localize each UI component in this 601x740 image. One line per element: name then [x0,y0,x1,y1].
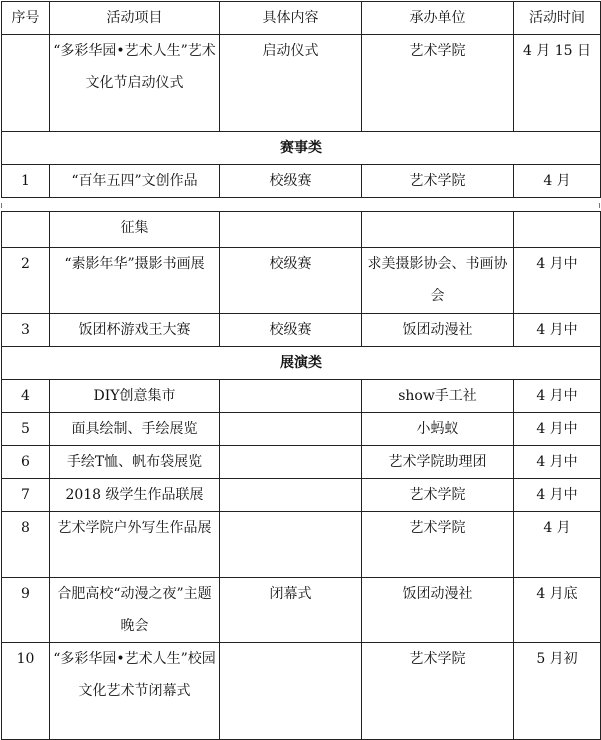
cell-content [220,380,362,413]
schedule-table-part-1 [1,1,601,198]
header-content: 具体内容 [220,2,362,35]
cell-time: 4 月 [514,512,601,578]
cell-project: “素影年华”摄影书画展 [50,248,220,314]
cell-project: 征集 [50,212,220,248]
cell-project: “多彩华园•艺术人生”艺术文化节启动仪式 [50,35,220,132]
cell-number: 8 [2,512,50,578]
cell-number [2,35,50,132]
header-organizer: 承办单位 [362,2,514,35]
cell-content: 启动仪式 [220,35,362,132]
cell-number: 1 [2,165,50,198]
cell-project: 艺术学院户外写生作品展 [50,512,220,578]
cell-time: 4 月中 [514,380,601,413]
cell-time: 4 月中 [514,314,601,347]
cell-content [220,446,362,479]
header-project: 活动项目 [50,2,220,35]
cell-content: 闭幕式 [220,578,362,643]
cell-project: “多彩华园•艺术人生”校园文化艺术节闭幕式 [50,643,220,740]
cell-organizer: 艺术学院 [362,512,514,578]
cell-project: 饭团杯游戏王大赛 [50,314,220,347]
section-header-row [2,132,601,165]
cell-time: 4 月中 [514,413,601,446]
cell-time: 4 月中 [514,446,601,479]
table-row [2,248,601,314]
cell-number: 5 [2,413,50,446]
table-row-continued [2,212,601,248]
cell-organizer: 艺术学院助理团 [362,446,514,479]
header-time: 活动时间 [514,2,601,35]
cell-content [220,643,362,740]
cell-time: 4 月中 [514,479,601,512]
cell-content: 校级赛 [220,314,362,347]
table-row [2,413,601,446]
cell-number: 7 [2,479,50,512]
cell-number: 3 [2,314,50,347]
cell-time: 5 月初 [514,643,601,740]
section-title: 赛事类 [2,132,601,165]
header-number: 序号 [2,2,50,35]
page-break-mark [599,203,600,208]
table-row [2,380,601,413]
table-row [2,578,601,643]
table-row [2,512,601,578]
cell-time: 4 月 [514,165,601,198]
table-row [2,314,601,347]
cell-content [220,413,362,446]
cell-number: 9 [2,578,50,643]
section-title: 展演类 [2,347,601,380]
cell-project: DIY创意集市 [50,380,220,413]
cell-content [220,512,362,578]
cell-project: 面具绘制、手绘展览 [50,413,220,446]
cell-number: 10 [2,643,50,740]
cell-organizer: show手工社 [362,380,514,413]
page-break-mark [1,203,2,208]
section-header-row [2,347,601,380]
cell-time: 4 月 15 日 [514,35,601,132]
cell-organizer: 艺术学院 [362,165,514,198]
cell-number: 6 [2,446,50,479]
cell-organizer: 求美摄影协会、书画协会 [362,248,514,314]
page-break [0,200,601,211]
schedule-table-part-2 [1,211,601,740]
cell-content [220,479,362,512]
cell-project: 手绘T恤、帆布袋展览 [50,446,220,479]
cell-content: 校级赛 [220,248,362,314]
table-row [2,643,601,740]
cell-organizer: 艺术学院 [362,643,514,740]
table-row [2,479,601,512]
table-row [2,35,601,132]
cell-project: 2018 级学生作品联展 [50,479,220,512]
cell-organizer: 饭团动漫社 [362,578,514,643]
cell-organizer: 饭团动漫社 [362,314,514,347]
table-row [2,165,601,198]
cell-organizer: 小蚂蚁 [362,413,514,446]
cell-organizer: 艺术学院 [362,479,514,512]
cell-project: “百年五四”文创作品 [50,165,220,198]
cell-organizer: 艺术学院 [362,35,514,132]
table-row [2,446,601,479]
cell-time: 4 月底 [514,578,601,643]
cell-time: 4 月中 [514,248,601,314]
cell-project: 合肥高校“动漫之夜”主题晚会 [50,578,220,643]
cell-content: 校级赛 [220,165,362,198]
header-row [2,2,601,35]
cell-number: 2 [2,248,50,314]
cell-number: 4 [2,380,50,413]
